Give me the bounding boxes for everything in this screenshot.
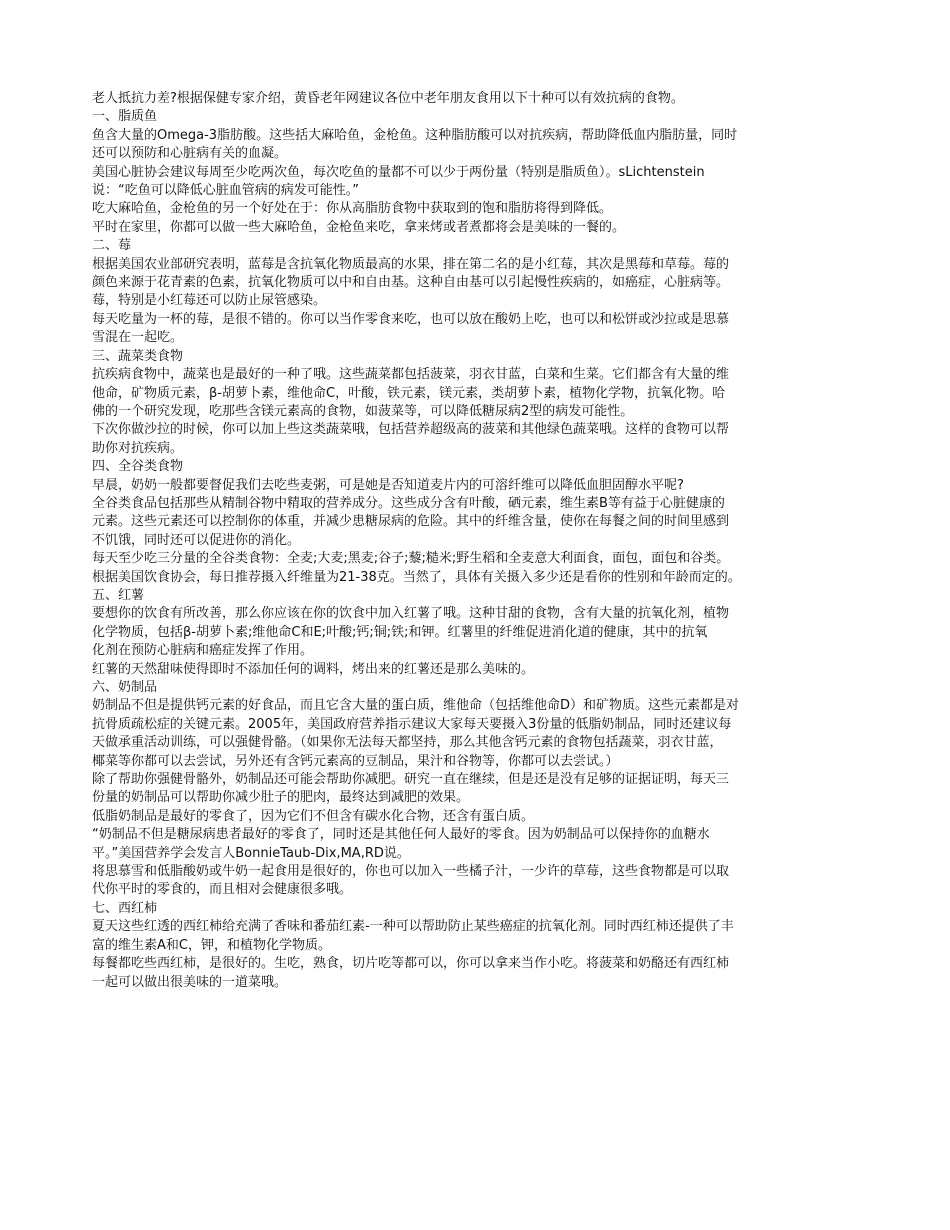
section-heading-berries: 二、莓 — [92, 238, 132, 254]
text-line: 颜色来源于花青素的色素，抗氧化物质可以中和自由基。这种自由基可以引起慢性疾病的，如癌症，心脏病等。 — [92, 275, 730, 291]
text-line: 份量的奶制品可以帮助你减少肚子的肥肉，最终达到减肥的效果。 — [92, 790, 470, 806]
section-heading-vegetables: 三、蔬菜类食物 — [92, 348, 184, 364]
text-line: 椰菜等你都可以去尝试，另外还有含钙元素高的豆制品，果汁和谷物等，你都可以去尝试。） — [92, 753, 619, 769]
section-heading-dairy: 六、奶制品 — [92, 680, 158, 695]
text-line: 抗疾病食物中，蔬菜也是最好的一种了哦。这些蔬菜都包括菠菜，羽衣甘蓝，白菜和生菜。它们都含有大量的维 — [92, 367, 730, 383]
section-heading-sweet-potato: 五、红薯 — [92, 587, 145, 603]
text-line: 夏天这些红透的西红柿给充满了香味和番茄红素-一种可以帮助防止某些癌症的抗氧化剂。同时西红柿还提供了丰 — [92, 919, 734, 935]
text-line: 平。”美国营养学会发言人BonnieTaub-Dix,MA,RD说。 — [92, 845, 410, 861]
text-line: “奶制品不但是糖尿病患者最好的零食了，同时还是其他任何人最好的零食。因为奶制品可以保持你的血糖水 — [92, 827, 710, 843]
text-line: 莓，特别是小红莓还可以防止尿管感染。 — [92, 293, 327, 309]
text-line: 根据美国饮食协会，每日推荐摄入纤维量为21-38克。当然了，具体有关摄入多少还是看你的性别和年龄而定的。 — [92, 569, 741, 585]
section-heading-tomato: 七、西红柿 — [92, 900, 158, 916]
text-line: 全谷类食品包括那些从精制谷物中精取的营养成分。这些成分含有叶酸，硒元素，维生素B等有益于心脏健康的 — [92, 495, 725, 511]
text-line: 富的维生素A和C，钾，和植物化学物质。 — [92, 937, 331, 953]
text-line: 低脂奶制品是最好的零食了，因为它们不但含有碳水化合物，还含有蛋白质。 — [92, 808, 535, 824]
text-line: 他命，矿物质元素，β-胡萝卜素，维他命C，叶酸，铁元素，镁元素，类胡萝卜素，植物化学物，抗氧化物。哈 — [92, 385, 726, 401]
text-line: 每天吃量为一杯的莓，是很不错的。你可以当作零食来吃，也可以放在酸奶上吃，也可以和松饼或沙拉或是思慕 — [92, 311, 730, 327]
text-line: 早晨，奶奶一般都要督促我们去吃些麦粥，可是她是否知道麦片内的可溶纤维可以降低血胆固醇水平呢? — [92, 477, 684, 493]
text-line: 化剂在预防心脏病和癌症发挥了作用。 — [92, 643, 314, 659]
text-line: 红薯的天然甜味使得即时不添加任何的调料，烤出来的红薯还是那么美味的。 — [92, 661, 535, 677]
text-line: 每天至少吃三分量的全谷类食物：全麦;大麦;黑麦;谷子;藜;糙米;野生稻和全麦意大利面食，面包，面包和谷类。 — [92, 551, 730, 567]
text-line: 元素。这些元素还可以控制你的体重，并减少患糖尿病的危险。其中的纤维含量，使你在每餐之间的时间里感到 — [92, 514, 730, 530]
text-line: 将思慕雪和低脂酸奶或牛奶一起食用是很好的，你也可以加入一些橘子汁，一少许的草莓，这些食物都是可以取 — [92, 864, 730, 880]
text-line: 吃大麻哈鱼，金枪鱼的另一个好处在于：你从高脂肪食物中获取到的饱和脂肪将得到降低。 — [92, 201, 613, 217]
text-line: 美国心脏协会建议每周至少吃两次鱼，每次吃鱼的量都不可以少于两份量（特别是脂质鱼）。sLichtenstein — [92, 164, 705, 180]
text-line: 奶制品不但是提供钙元素的好食品，而且它含大量的蛋白质，维他命（包括维他命D）和矿物质。这些元素都是对 — [92, 698, 740, 714]
text-line: 助你对抗疾病。 — [92, 440, 184, 456]
text-line: 平时在家里，你都可以做一些大麻哈鱼，金枪鱼来吃，拿来烤或者煮都将会是美味的一餐的。 — [92, 219, 626, 235]
text-line: 根据美国农业部研究表明，蓝莓是含抗氧化物质最高的水果，排在第二名的是小红莓，其次是黑莓和草莓。莓的 — [92, 256, 730, 272]
text-line: 要想你的饮食有所改善，那么你应该在你的饮食中加入红薯了哦。这种甘甜的食物，含有大量的抗氧化剂，植物 — [92, 606, 730, 622]
intro-line: 老人抵抗力差?根据保健专家介绍，黄昏老年网建议各位中老年朋友食用以下十种可以有效抗病的食物。 — [92, 91, 684, 106]
text-line: 还可以预防和心脏病有关的血凝。 — [92, 146, 288, 162]
text-line: 抗骨质疏松症的关键元素。2005年，美国政府营养指示建议大家每天要摄入3份量的低脂奶制品，同时还建议每 — [92, 716, 732, 732]
text-line: 化学物质，包括β-胡萝卜素;维他命C和E;叶酸;钙;铜;铁;和钾。红薯里的纤维促进消化道的健康，其中的抗氧 — [92, 624, 708, 640]
text-line: 不饥饿，同时还可以促进你的消化。 — [92, 532, 301, 548]
text-line: 每餐都吃些西红柿，是很好的。生吃，熟食，切片吃等都可以，你可以拿来当作小吃。将菠菜和奶酪还有西红柿 — [92, 956, 730, 972]
text-line: 鱼含大量的Omega-3脂肪酸。这些括大麻哈鱼，金枪鱼。这种脂肪酸可以对抗疾病，帮助降低血内脂肪量，同时 — [92, 127, 738, 143]
text-line: 一起可以做出很美味的一道菜哦。 — [92, 974, 288, 990]
section-heading-fish: 一、脂质鱼 — [92, 109, 158, 125]
text-line: 代你平时的零食的，而且相对会健康很多哦。 — [92, 882, 353, 898]
text-line: 下次你做沙拉的时候，你可以加上些这类蔬菜哦，包括营养超级高的菠菜和其他绿色蔬菜哦。这样的食物可以帮 — [92, 422, 730, 438]
text-line: 除了帮助你强健骨骼外，奶制品还可能会帮助你减肥。研究一直在继续，但是还是没有足够的证据证明，每天三 — [92, 772, 730, 788]
section-heading-whole-grains: 四、全谷类食物 — [92, 459, 184, 475]
text-line: 佛的一个研究发现，吃那些含镁元素高的食物，如菠菜等，可以降低糖尿病2型的病发可能性。 — [92, 403, 634, 419]
text-line: 天做承重活动训练，可以强健骨骼。（如果你无法每天都坚持，那么其他含钙元素的食物包括蔬菜，羽衣甘蓝， — [92, 735, 723, 751]
text-line: 说：“吃鱼可以降低心脏血管病的病发可能性。” — [92, 183, 359, 199]
text-line: 雪混在一起吃。 — [92, 330, 184, 346]
